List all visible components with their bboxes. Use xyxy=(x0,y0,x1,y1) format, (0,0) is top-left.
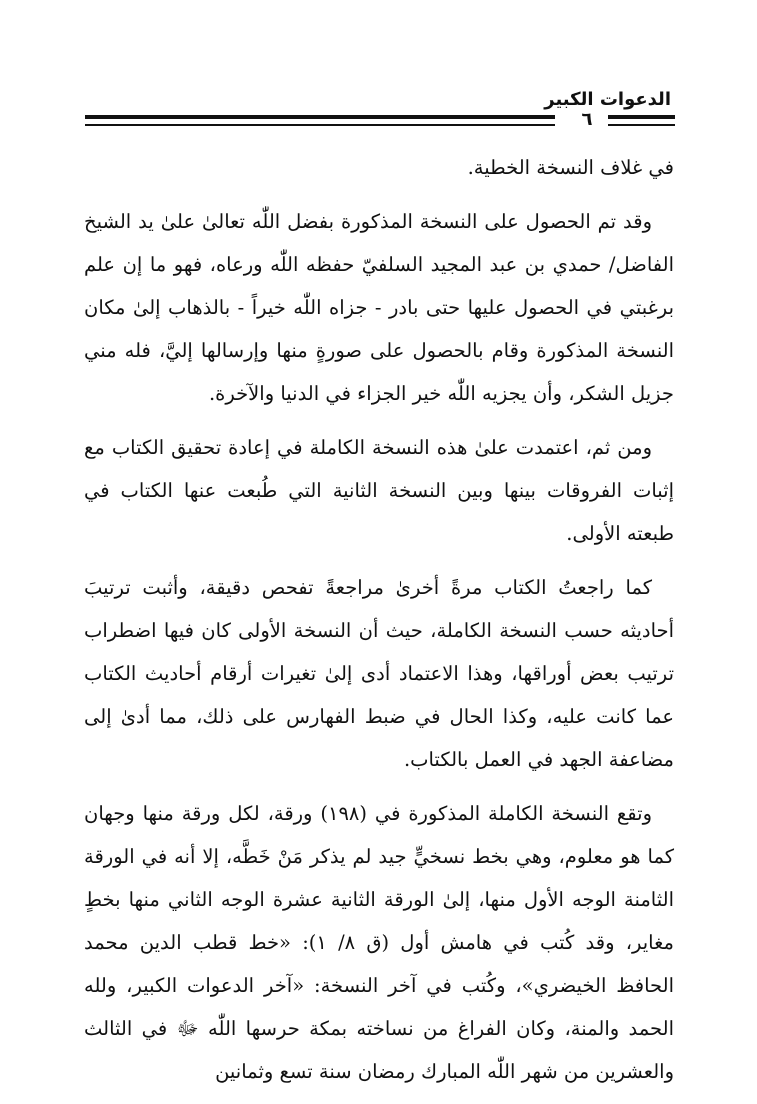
paragraph-4: كما راجعتُ الكتاب مرةً أخرىٰ مراجعةً تفحص دقيقة، وأثبت ترتيبَ أحاديثه حسب النسخة الكاملة، حيث أن النسخة الأولى كان فيها اضطراب ترتيب بعض أوراقها، وهذا الاعتماد أدى إلىٰ تغيرات أرقام أحاديث الكتاب عما كانت عليه، وكذا الحال في ضبط الفهارس على ذلك، مما أدىٰ إلى مضاعفة الجهد في العمل بالكتاب. xyxy=(84,576,674,771)
paragraph-1: في غلاف النسخة الخطية. xyxy=(467,156,674,179)
header-rule-left-thin xyxy=(85,124,555,126)
paragraph-3: ومن ثم، اعتمدت علىٰ هذه النسخة الكاملة في إعادة تحقيق الكتاب مع إثبات الفروقات بينها وبين النسخة الثانية التي طُبعت عنها الكتاب في طبعته الأولى. xyxy=(84,436,674,545)
body-text xyxy=(84,146,674,1104)
paragraph-5: وتقع النسخة الكاملة المذكورة في (١٩٨) ورقة، لكل ورقة منها وجهان كما هو معلوم، وهي بخط نسخيٍّ جيد لم يذكر مَنْ خَطَّه، إلا أنه في الورقة الثامنة الوجه الأول منها، إلىٰ الورقة الثانية عشرة الوجه الثاني منها بخطٍ مغاير، وقد كُتب في هامش أول (ق ٨/ ١): «خط قطب الدين محمد الحافظ الخيضري»، وكُتب في آخر النسخة: «آخر الدعوات الكبير، ولله الحمد والمنة، وكان الفراغ من نساخته بمكة حرسها اللّٰه ﷻ في الثالث والعشرين من شهر اللّٰه المبارك رمضان سنة تسع وثمانين xyxy=(84,802,674,1083)
header-rule-right-thick xyxy=(608,115,675,119)
header-rule-left-thick xyxy=(85,115,555,119)
header-rule-right-thin xyxy=(608,124,675,126)
paragraph-2: وقد تم الحصول على النسخة المذكورة بفضل اللّٰه تعالىٰ علىٰ يد الشيخ الفاضل/ حمدي بن عبد المجيد السلفيّ حفظه اللّٰه ورعاه، فهو ما إن علم برغبتي في الحصول عليها حتى بادر - جزاه اللّٰه خيراً - بالذهاب إلىٰ مكان النسخة المذكورة وقام بالحصول على صورةٍ منها وإرسالها إليَّ، فله مني جزيل الشكر، وأن يجزيه اللّٰه خير الجزاء في الدنيا والآخرة. xyxy=(84,210,674,405)
running-title: الدعوات الكبير xyxy=(544,89,671,110)
page-number: ٦ xyxy=(581,109,593,130)
